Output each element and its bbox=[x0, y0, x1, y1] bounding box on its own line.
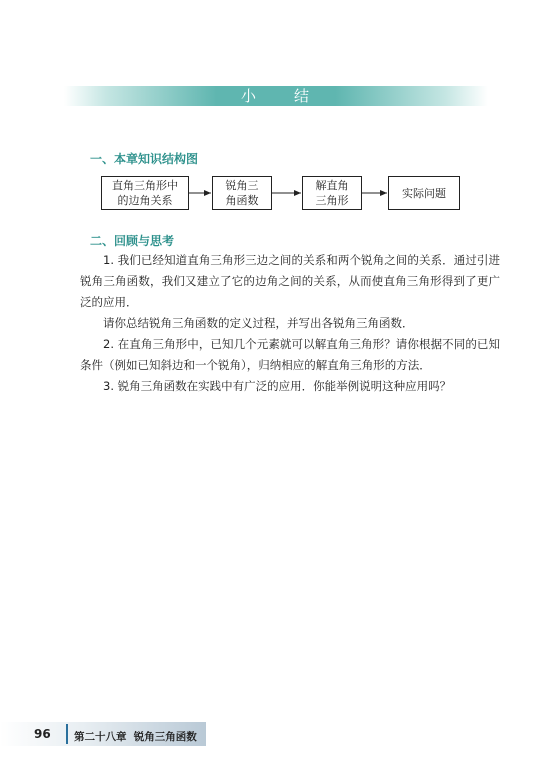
diagram-node-solve-triangle bbox=[302, 176, 362, 210]
paragraph: 1. 我们已经知道直角三角形三边之间的关系和两个锐角之间的关系．通过引进锐角三角函数，我们又建立了它的边角之间的关系，从而使直角三角形得到了更广泛的应用． bbox=[80, 253, 500, 309]
diagram-node-trig-functions bbox=[212, 176, 272, 210]
paragraph: 请你总结锐角三角函数的定义过程，并写出各锐角三角函数． bbox=[103, 316, 414, 330]
node-line: 直角三角形中 bbox=[112, 179, 178, 192]
node-line: 锐角三 bbox=[225, 179, 259, 192]
node-line: 三角形 bbox=[315, 194, 349, 207]
footer-divider bbox=[66, 724, 68, 744]
diagram-node-edge-angle-relations bbox=[101, 176, 189, 210]
banner-title bbox=[64, 86, 488, 106]
node-line: 解直角 bbox=[315, 179, 349, 192]
paragraph: 2. 在直角三角形中，已知几个元素就可以解直角三角形？请你根据不同的已知条件（例如已知斜边和一个锐角），归纳相应的解直角三角形的方法． bbox=[80, 337, 500, 372]
review-questions bbox=[80, 250, 500, 397]
chapter-title: 第二十八章 锐角三角函数 bbox=[74, 731, 197, 743]
diagram-node-practical-problems bbox=[388, 176, 460, 210]
summary-banner bbox=[64, 86, 488, 106]
banner-title-char: 结 bbox=[294, 87, 312, 105]
node-line: 角函数 bbox=[225, 194, 259, 207]
page-number: 96 bbox=[34, 727, 51, 741]
banner-title-char: 小 bbox=[240, 87, 258, 105]
section-heading-structure: 一、本章知识结构图 bbox=[90, 152, 199, 166]
node-line: 实际问题 bbox=[402, 186, 446, 200]
paragraph: 3. 锐角三角函数在实践中有广泛的应用．你能举例说明这种应用吗？ bbox=[103, 379, 452, 393]
section-heading-review: 二、回顾与思考 bbox=[90, 234, 175, 248]
node-line: 的边角关系 bbox=[117, 194, 173, 207]
